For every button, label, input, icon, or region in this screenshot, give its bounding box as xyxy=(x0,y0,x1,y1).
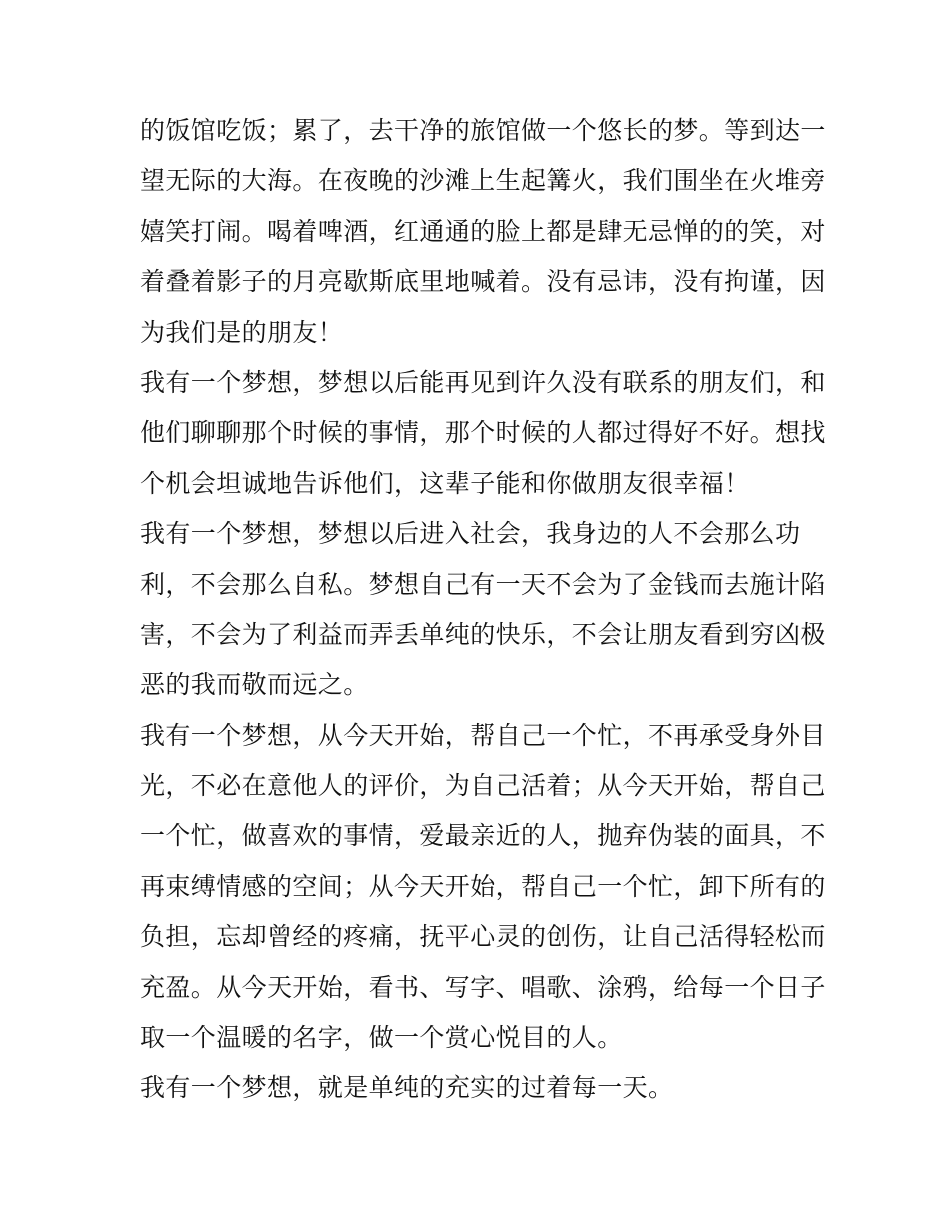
text-line: 为我们是的朋友！ xyxy=(140,317,344,347)
text-line: 一个忙，做喜欢的事情，爱最亲近的人，抛弃伪装的面具，不 xyxy=(140,821,826,851)
text-line: 我有一个梦想，梦想以后能再见到许久没有联系的朋友们，和 xyxy=(140,367,826,397)
text-line: 着叠着影子的月亮歇斯底里地喊着。没有忌讳，没有拘谨，因 xyxy=(140,267,826,297)
text-line: 取一个温暖的名字，做一个赏心悦目的人。 xyxy=(140,1023,623,1053)
text-line: 我有一个梦想，梦想以后进入社会，我身边的人不会那么功 xyxy=(140,519,801,549)
text-line: 光，不必在意他人的评价，为自己活着；从今天开始，帮自己 xyxy=(140,771,826,801)
text-line: 嬉笑打闹。喝着啤酒，红通通的脸上都是肆无忌惮的的笑，对 xyxy=(140,216,826,246)
text-line: 的饭馆吃饭；累了，去干净的旅馆做一个悠长的梦。等到达一 xyxy=(140,116,826,145)
text-line: 我有一个梦想，从今天开始，帮自己一个忙，不再承受身外目 xyxy=(140,720,826,750)
text-line: 我有一个梦想，就是单纯的充实的过着每一天。 xyxy=(140,1073,674,1103)
text-line: 利，不会那么自私。梦想自己有一天不会为了金钱而去施计陷 xyxy=(140,569,826,599)
text-line: 负担，忘却曾经的疼痛，抚平心灵的创伤，让自己活得轻松而 xyxy=(140,922,826,952)
text-line: 充盈。从今天开始，看书、写字、唱歌、涂鸦，给每一个日子 xyxy=(140,972,826,1002)
body-text xyxy=(140,106,830,1114)
text-line: 恶的我而敬而远之。 xyxy=(140,670,369,700)
text-line: 再束缚情感的空间；从今天开始，帮自己一个忙，卸下所有的 xyxy=(140,871,826,901)
text-line: 他们聊聊那个时候的事情，那个时候的人都过得好不好。想找 xyxy=(140,418,826,448)
text-line: 害，不会为了利益而弄丢单纯的快乐，不会让朋友看到穷凶极 xyxy=(140,619,826,649)
text-line: 个机会坦诚地告诉他们，这辈子能和你做朋友很幸福！ xyxy=(140,468,750,498)
text-line: 望无际的大海。在夜晚的沙滩上生起篝火，我们围坐在火堆旁 xyxy=(140,166,826,196)
